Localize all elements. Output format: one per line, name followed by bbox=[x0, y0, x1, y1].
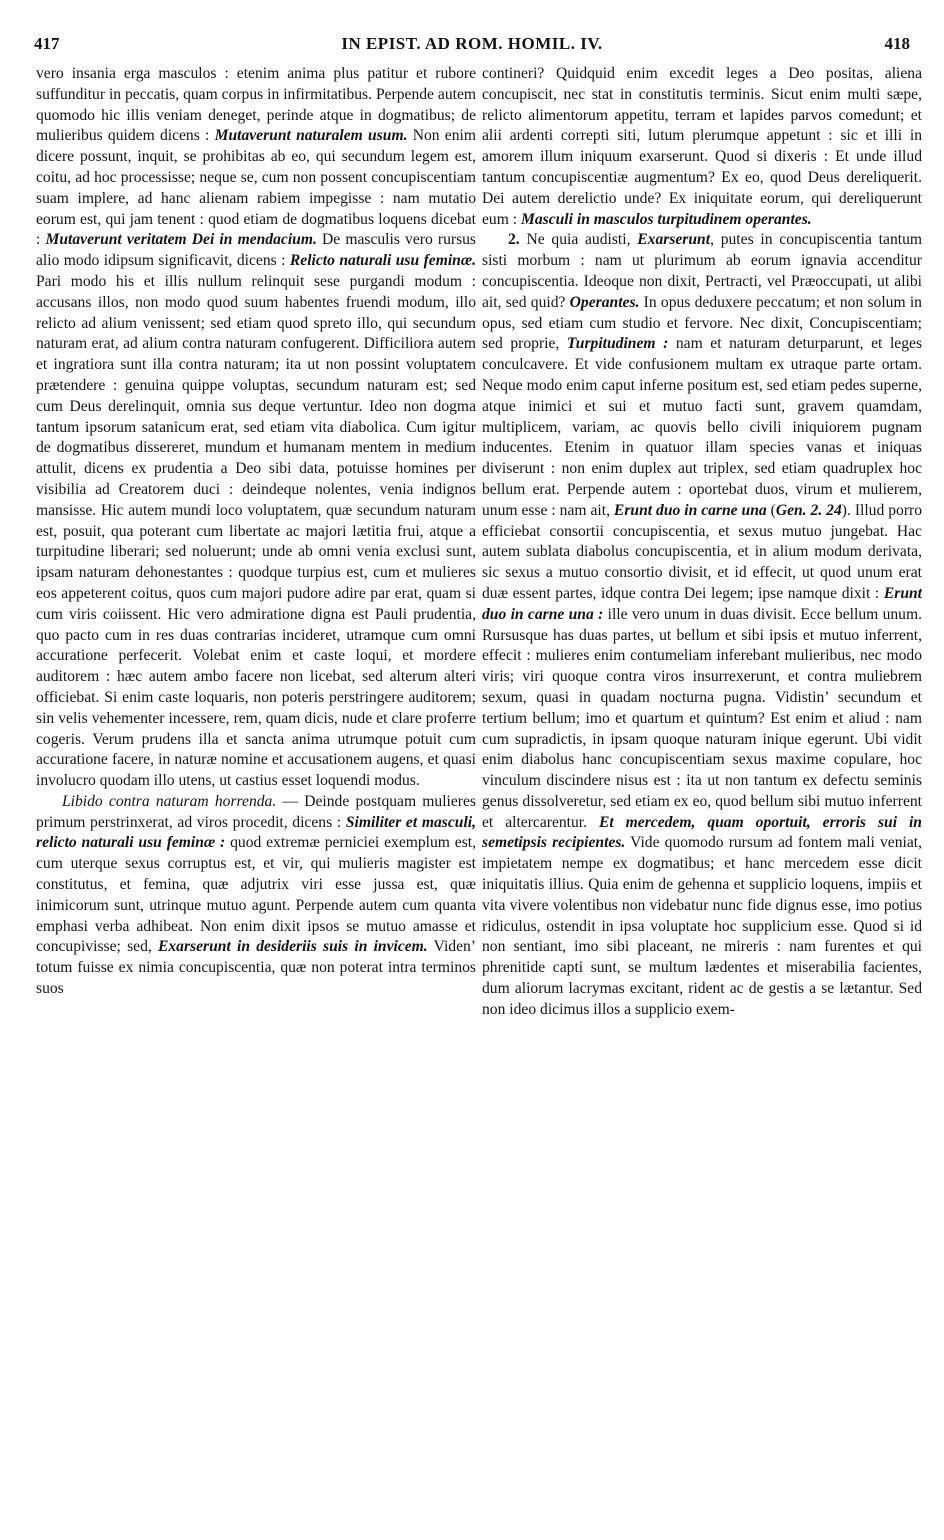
text-run: contineri? Quidquid enim excedit leges a Deo positas, aliena concupiscit, nec stat in constitutis terminis. Sicut enim multi sæpe, relicto alimentorum appetitu, terram et lapides parvos comedunt; et alii ardenti correpti siti, lutum plerumque appetunt : sic et illi in amorem illum iniquum exarserunt. Quod si dixeris : Et unde illud tantum concupiscentiæ augmentum? Ex eo, quod Deus dereliquerit. Dei autem derelictio unde? Ex iniquitate eorum, qui dereliquerunt eum : bbox=[482, 65, 922, 228]
text-run: ille vero unum in duas divisit. Ecce bellum unum. Rursusque has duas partes, ut bellum et sibi ipsis et mutuo inferrent, effecit : mulieres enim contumeliam inferebant mulieribus, nec modo viris; viri quoque contra viros insurrexerunt, et contra muliebrem sexum, quasi in quadam nocturna pugna. Vidistin’ secundum et tertium bellum; imo et quartum et quintum? Est enim et aliud : nam cum supradictis, in ipsam quoque naturam inique egerunt. Ubi vidit enim diabolus hanc concupiscentiam sexus maxime copulare, hoc vinculum discindere nisus est : ita ut non tantum ex defectu seminis genus dissolveretur, sed etiam ex eo, quod bellum sibi mutuo inferrent et altercarentur. bbox=[482, 605, 922, 831]
text-run: quod extremæ perniciei exemplum est, cum uterque sexus corruptus est, et vir, qui mulieris magister est constitutus, et femina, quæ adjutrix viri esse jussa est, quæ inimicorum sunt, utrinque mutuo agunt. Perpende autem cum quanta emphasi verba adhibeat. Non enim dixit ipsos se mutuo amasse et concupivisse; sed, bbox=[36, 834, 477, 956]
scripture-quote: Exarserunt bbox=[637, 231, 711, 249]
running-header bbox=[34, 34, 910, 60]
scripture-quote: Mutaverunt veritatem Dei in mendacium. bbox=[45, 231, 317, 249]
running-title: IN EPIST. AD ROM. HOMIL. IV. bbox=[341, 34, 603, 53]
text-run: Viden’ totum fuisse ex nimia concupiscentia, quæ non poterat intra terminos suos bbox=[36, 938, 477, 998]
page-number-left: 417 bbox=[34, 34, 60, 53]
scripture-quote: Similiter et masculi, relicto naturali usu feminæ : bbox=[36, 813, 477, 852]
text-run: Vide quomodo rursum ad fontem mali veniat, impietatem nempe ex dogmatibus; et hanc mercedem esse dicit iniquitatis illius. Quia enim de gehenna et supplicio loquens, impiis et vita vivere volentibus non videbatur nunc fide dignus esse, imo potius ridiculus, ostendit in ipsa voluptate hoc supplicium esse. Quod si id non sentiant, imo sibi placeant, ne mireris : nam furentes et qui phrenitide capti sunt, se multum lædentes et miserabilia facientes, dum aliorum lacrymas excitant, rident ac de gestis a se lætantur. Sed non ideo dicimus illos a supplicio exem- bbox=[482, 834, 922, 1018]
text-run: — Deinde postquam mulieres primum perstrinxerat, ad viros procedit, dicens : bbox=[36, 792, 476, 831]
page-number-right: 418 bbox=[884, 34, 910, 53]
text-run: Non enim dicere possunt, inquit, se prohibitas ab eo, qui secundum legem est, coitu, ad hoc processisse; neque se, cum non possent concupiscentiam suam implere, ad hanc alienam rabiem impegisse : nam mutatio eorum est, qui jam tenent : quod etiam de dogmatibus loquens dicebat : bbox=[36, 127, 476, 249]
paragraph bbox=[482, 230, 922, 1020]
text-run: ( bbox=[766, 501, 776, 519]
left-column bbox=[36, 64, 476, 1000]
text-run: In opus deduxere peccatum; et non solum in opus, sed etiam cum studio et fervore. Nec dixit, Concupiscentiam; sed proprie, bbox=[482, 293, 922, 353]
scripture-quote: Masculi in masculos turpitudinem operantes. bbox=[520, 210, 812, 228]
paragraph bbox=[482, 64, 922, 230]
paragraph bbox=[36, 792, 476, 1000]
text-run: De masculis vero rursus alio modo idipsum significavit, dicens : bbox=[36, 231, 477, 270]
text-run: , putes in concupiscentia tantum sisti morbum : nam ut plurimum ab eorum ignavia accenditur concupiscentia. Ideoque non dixit, Pertracti, vel Præoccupati, ut alibi ait, sed quid? bbox=[482, 231, 922, 311]
text-run: ). Illud porro efficiebat consortii concupiscentia, et sexus mutuo jungebat. Hac autem sublata diabolus concupiscentia, et in alium modum derivata, sic sexus a mutuo consortio divisit, et id effecit, ut quod unum erat duæ essent partes, idque contra Dei legem; ipse namque dixit : bbox=[482, 501, 923, 602]
scripture-quote: Operantes. bbox=[569, 293, 640, 311]
scripture-quote: Erunt duo in carne una : bbox=[482, 584, 922, 623]
text-run: Pari modo his et illis nullum relinquit sese purgandi modum : accusans illos, non modo quod suum habentes fruendi modum, illo relicto ad alium venissent; sed etiam quod spreto illo, qui secundum naturam erat, ad alium contra naturam confugerent. Difficiliora autem et ingratiora sunt illa contra naturam; ita ut non possint voluptatem prætendere : genuina quippe voluptas, secundum naturam est; sed cum Deus derelinquit, omnia sus deque vertuntur. Ideo non dogma tantum ipsorum satanicum erat, sed etiam vita diabolica. Cum igitur de dogmatibus dissereret, mundum et humanam mentem in medium attulit, dicens ex prudentia a Deo sibi data, potuisse homines per visibilia ad Creatorem duci : deindeque nolentes, venia indignos mansisse. Hic autem mundi loco voluptatem, quæ secundum naturam est, posuit, qua poterant cum libertate ac majori lætitia frui, atque a turpitudine liberari; sed noluerunt; unde ab omni venia exclusi sunt, ipsam naturam dehonestantes : quodque turpius est, cum et mulieres eos appeterent coitus, quos cum majori pudore adire par erat, quam si cum viris coiissent. Hic vero admiratione digna est Pauli prudentia, quo pacto cum in res duas contrarias incideret, utramque cum omni accuratione perfecerit. Volebat enim et caste loqui, et mordere auditorem : hæc autem ambo facere non licebat, sed alterum alteri officiebat. Si enim caste loquaris, non poteris perstringere auditorem; sin velis vehementer incessere, rem, quam dicis, nude et clare proferre cogeris. Verum prudens illa et sancta anima utrumque potuit cum accuratione facere, in naturæ nomine et accusationem augens, et quasi involucro quodam illo utens, ut castius esset loquendi modus. bbox=[36, 272, 476, 790]
right-column bbox=[482, 64, 922, 1021]
scripture-quote: Turpitudinem : bbox=[566, 335, 669, 353]
scripture-quote: Mutaverunt naturalem usum. bbox=[214, 127, 408, 145]
section-number: 2. bbox=[508, 231, 520, 249]
scripture-reference: Gen. 2. 24 bbox=[775, 501, 842, 519]
scripture-quote: Exarserunt in desideriis suis in invicem. bbox=[157, 938, 428, 956]
scripture-quote: Erunt duo in carne una bbox=[613, 501, 767, 519]
paragraph bbox=[36, 64, 476, 792]
scripture-quote: Et mercedem, quam oportuit, erroris sui in semetipsis recipientes. bbox=[482, 813, 922, 852]
section-heading: Libido contra naturam horrenda. bbox=[62, 792, 277, 810]
text-run: vero insania erga masculos : etenim anima plus patitur et rubore suffunditur in peccatis, quam corpus in infirmitatibus. Perpende autem quomodo hic illis veniam deneget, perinde atque in dogmatibus; de mulieribus quidem dicens : bbox=[36, 65, 476, 145]
text-run: nam et naturam deturparunt, et leges conculcavere. Et vide confusionem multam ex utraque parte ortam. Neque modo enim caput inferne positum est, sed etiam pedes superne, atque inimici et sui et mutuo facti sunt, gravem quamdam, multiplicem, variam, ac quovis bello civili iniquiorem pugnam inducentes. Etenim in quatuor illam species vanas et iniquas diviserunt : non enim duplex aut triplex, sed etiam quadruplex hoc bellum erat. Perpende autem : oportebat duos, virum et mulierem, unum esse : nam ait, bbox=[482, 335, 923, 519]
scripture-quote: Relicto naturali usu feminæ. bbox=[289, 252, 477, 270]
text-run: Ne quia audisti, bbox=[519, 231, 638, 249]
